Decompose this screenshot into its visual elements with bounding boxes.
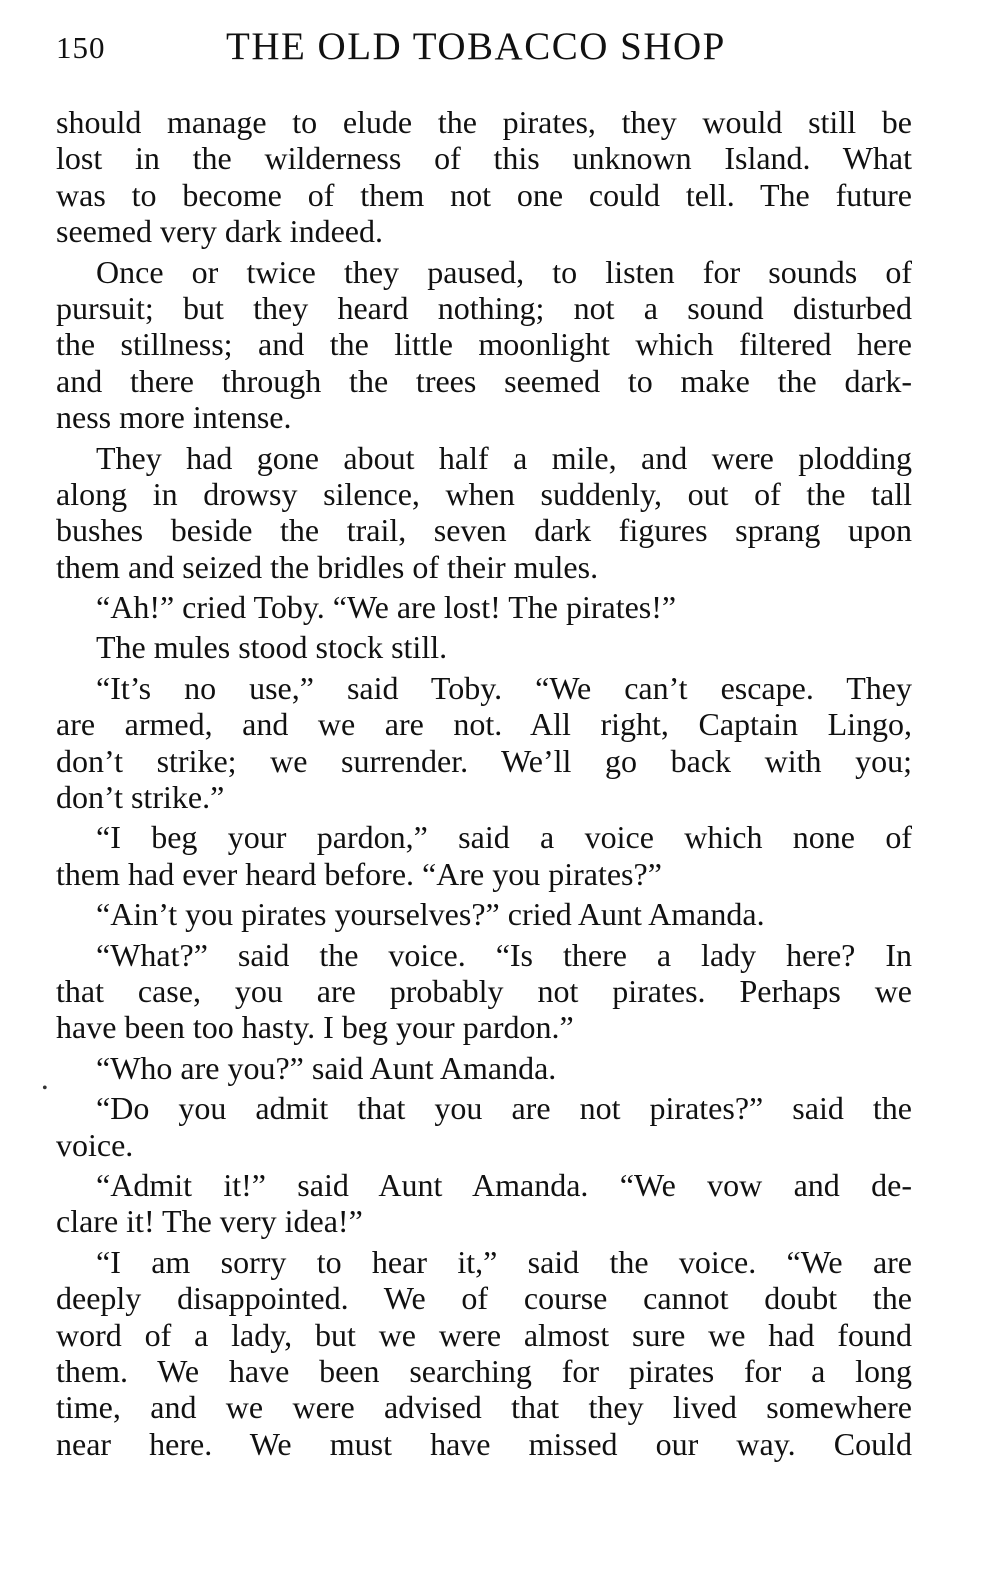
text-line: was to become of them not one could tell. The future [56, 176, 912, 213]
text-line: seemed very dark indeed. [56, 213, 383, 250]
text-line: “I am sorry to hear it,” said the voice. “We are [96, 1243, 912, 1280]
paragraph [56, 104, 912, 250]
text-line: “Do you admit that you are not pirates?” said the [96, 1090, 912, 1127]
text-line: ness more intense. [56, 399, 292, 436]
text-line: “Who are you?” said Aunt Amanda. [96, 1049, 557, 1086]
text-line: them and seized the bridles of their mules. [56, 548, 599, 585]
paragraph [56, 1090, 912, 1163]
paragraph [56, 629, 912, 665]
running-head [56, 22, 916, 72]
text-line: near here. We must have missed our way. Could [56, 1425, 912, 1462]
text-line: clare it! The very idea!” [56, 1203, 363, 1240]
text-line: pursuit; but they heard nothing; not a sound disturbed [56, 289, 912, 326]
body-text [56, 104, 912, 1462]
text-line: the stillness; and the little moonlight which filtered here [56, 326, 912, 363]
text-line: have been too hasty. I beg your pardon.” [56, 1009, 574, 1046]
text-line: The mules stood stock still. [96, 629, 448, 666]
text-line: word of a lady, but we were almost sure we had found [56, 1316, 912, 1353]
text-line: “It’s no use,” said Toby. “We can’t escape. They [96, 669, 912, 706]
text-line: don’t strike; we surrender. We’ll go back with you; [56, 742, 912, 779]
paragraph [56, 1244, 912, 1462]
paragraph [56, 440, 912, 586]
stray-ink-mark: • [42, 1080, 48, 1097]
text-line: and there through the trees seemed to make the dark- [56, 362, 912, 399]
text-line: deeply disappointed. We of course cannot doubt the [56, 1280, 912, 1317]
paragraph [56, 819, 912, 892]
text-line: “Admit it!” said Aunt Amanda. “We vow and de- [96, 1166, 912, 1203]
paragraph [56, 937, 912, 1046]
text-line: Once or twice they paused, to listen for sounds of [96, 253, 912, 290]
paragraph [56, 670, 912, 816]
text-line: “What?” said the voice. “Is there a lady here? In [96, 936, 912, 973]
text-line: voice. [56, 1126, 134, 1163]
paragraph [56, 1167, 912, 1240]
text-line: them. We have been searching for pirates for a long [56, 1352, 912, 1389]
text-line: them had ever heard before. “Are you pirates?” [56, 855, 662, 892]
text-line: time, and we were advised that they lived somewhere [56, 1389, 912, 1426]
text-line: are armed, and we are not. All right, Captain Lingo, [56, 706, 912, 743]
text-line: lost in the wilderness of this unknown Island. What [56, 140, 912, 177]
page-number: 150 [56, 30, 106, 65]
text-line: don’t strike.” [56, 779, 225, 816]
paragraph [56, 896, 912, 932]
paragraph [56, 1050, 912, 1086]
text-line: along in drowsy silence, when suddenly, out of the tall [56, 475, 912, 512]
book-title: THE OLD TOBACCO SHOP [226, 25, 726, 68]
text-line: should manage to elude the pirates, they would still be [56, 104, 912, 140]
text-line: “Ah!” cried Toby. “We are lost! The pirates!” [96, 589, 677, 626]
text-line: “Ain’t you pirates yourselves?” cried Aunt Amanda. [96, 896, 765, 933]
text-line: bushes beside the trail, seven dark figures sprang upon [56, 512, 912, 549]
paragraph [56, 589, 912, 625]
text-line: They had gone about half a mile, and were plodding [96, 439, 912, 476]
paragraph [56, 254, 912, 436]
text-line: that case, you are probably not pirates. Perhaps we [56, 972, 912, 1009]
text-line: “I beg your pardon,” said a voice which none of [96, 819, 912, 856]
